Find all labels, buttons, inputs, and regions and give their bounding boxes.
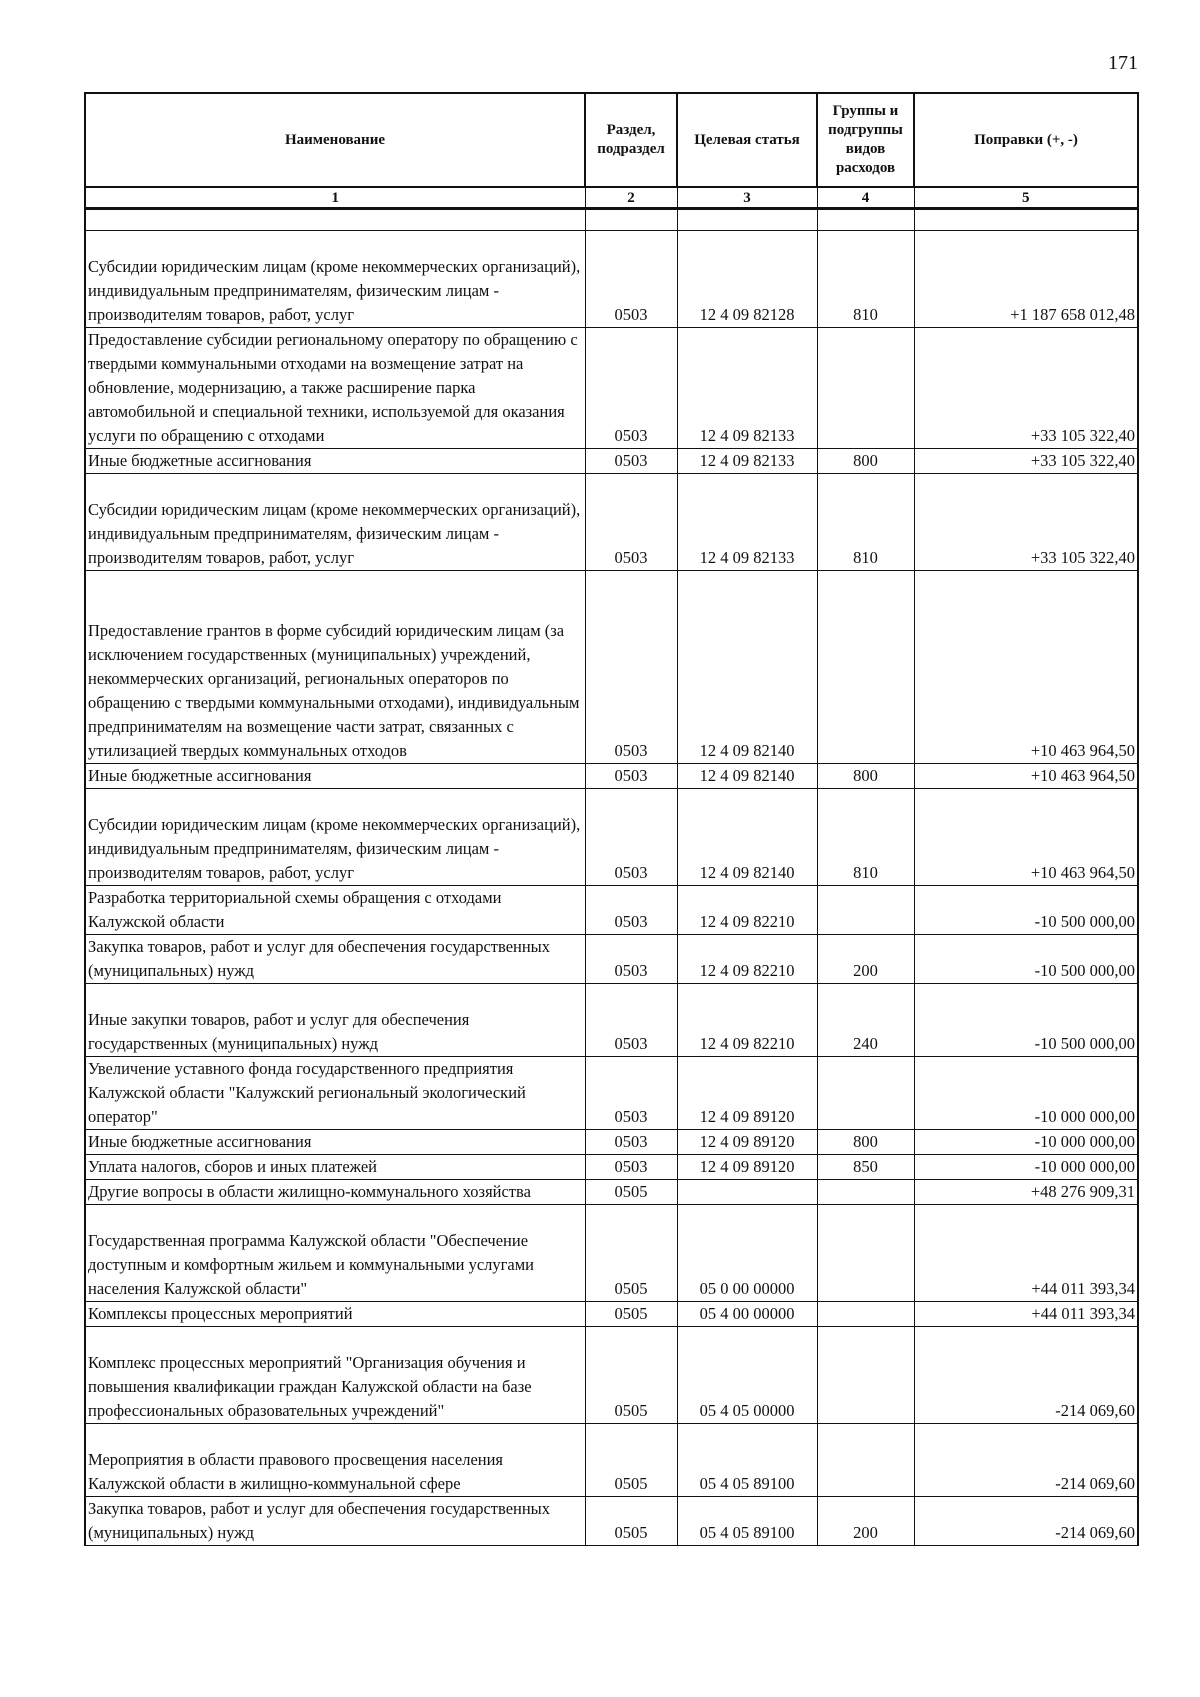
row-expense-group xyxy=(817,571,914,764)
table-body xyxy=(85,209,1138,1546)
row-expense-group xyxy=(817,1302,914,1327)
row-target-article: 12 4 09 82140 xyxy=(677,789,817,886)
row-amount: -214 069,60 xyxy=(914,1424,1138,1497)
row-target-article: 05 4 05 89100 xyxy=(677,1497,817,1546)
row-section: 0503 xyxy=(585,571,677,764)
row-target-article: 05 4 05 00000 xyxy=(677,1327,817,1424)
row-name: Мероприятия в области правового просвещения населения Калужской области в жилищно-коммунальной сфере xyxy=(85,1424,585,1497)
column-number: 4 xyxy=(817,187,914,209)
row-name: Закупка товаров, работ и услуг для обеспечения государственных (муниципальных) нужд xyxy=(85,935,585,984)
row-name: Другие вопросы в области жилищно-коммунального хозяйства xyxy=(85,1180,585,1205)
row-name: Предоставление грантов в форме субсидий юридическим лицам (за исключением государственных (муниципальных) учреждений, некоммерческих организаций, региональных операторов по обращению с твердыми коммунальными отходами), индивидуальным предпринимателям на возмещение части затрат, связанных с утилизацией твердых коммунальных отходов xyxy=(85,571,585,764)
table-row xyxy=(85,231,1138,328)
row-amount: +1 187 658 012,48 xyxy=(914,231,1138,328)
row-section: 0503 xyxy=(585,764,677,789)
row-target-article: 12 4 09 82140 xyxy=(677,571,817,764)
row-section: 0505 xyxy=(585,1327,677,1424)
table-row xyxy=(85,449,1138,474)
row-amount: -10 500 000,00 xyxy=(914,984,1138,1057)
table-row xyxy=(85,1180,1138,1205)
table-row xyxy=(85,474,1138,571)
row-expense-group xyxy=(817,1057,914,1130)
row-amount: +10 463 964,50 xyxy=(914,571,1138,764)
row-amount: -10 500 000,00 xyxy=(914,935,1138,984)
row-section: 0503 xyxy=(585,1130,677,1155)
row-expense-group: 200 xyxy=(817,935,914,984)
row-target-article: 05 4 00 00000 xyxy=(677,1302,817,1327)
row-expense-group: 850 xyxy=(817,1155,914,1180)
row-name: Увеличение уставного фонда государственного предприятия Калужской области "Калужский региональный экологический оператор" xyxy=(85,1057,585,1130)
header-name: Наименование xyxy=(85,93,585,187)
row-name: Субсидии юридическим лицам (кроме некоммерческих организаций), индивидуальным предпринимателям, физическим лицам - производителям товаров, работ, услуг xyxy=(85,231,585,328)
row-amount: -10 000 000,00 xyxy=(914,1130,1138,1155)
row-name: Иные бюджетные ассигнования xyxy=(85,449,585,474)
table-row xyxy=(85,1130,1138,1155)
row-target-article: 12 4 09 82140 xyxy=(677,764,817,789)
page-number: 171 xyxy=(1108,52,1138,74)
row-target-article: 12 4 09 82128 xyxy=(677,231,817,328)
row-expense-group xyxy=(817,1424,914,1497)
column-number: 2 xyxy=(585,187,677,209)
row-name: Комплекс процессных мероприятий "Организация обучения и повышения квалификации граждан Калужской области на базе профессиональных образовательных учреждений" xyxy=(85,1327,585,1424)
row-amount: -10 000 000,00 xyxy=(914,1155,1138,1180)
row-name: Иные бюджетные ассигнования xyxy=(85,764,585,789)
row-target-article: 12 4 09 82133 xyxy=(677,449,817,474)
row-section: 0503 xyxy=(585,886,677,935)
row-target-article xyxy=(677,1180,817,1205)
row-amount: -214 069,60 xyxy=(914,1497,1138,1546)
row-section: 0505 xyxy=(585,1180,677,1205)
row-section: 0505 xyxy=(585,1424,677,1497)
row-target-article: 12 4 09 82210 xyxy=(677,886,817,935)
row-section: 0503 xyxy=(585,449,677,474)
table-row xyxy=(85,571,1138,764)
row-section: 0503 xyxy=(585,935,677,984)
row-expense-group: 800 xyxy=(817,764,914,789)
table-row xyxy=(85,764,1138,789)
row-section: 0505 xyxy=(585,1302,677,1327)
row-expense-group xyxy=(817,1327,914,1424)
row-name: Закупка товаров, работ и услуг для обеспечения государственных (муниципальных) нужд xyxy=(85,1497,585,1546)
row-expense-group: 240 xyxy=(817,984,914,1057)
row-amount: +44 011 393,34 xyxy=(914,1205,1138,1302)
header-target-article: Целевая статья xyxy=(677,93,817,187)
row-amount: -214 069,60 xyxy=(914,1327,1138,1424)
row-target-article: 12 4 09 89120 xyxy=(677,1155,817,1180)
row-expense-group: 200 xyxy=(817,1497,914,1546)
table-row xyxy=(85,935,1138,984)
table-row xyxy=(85,789,1138,886)
row-expense-group xyxy=(817,1180,914,1205)
row-name: Комплексы процессных мероприятий xyxy=(85,1302,585,1327)
table-row xyxy=(85,1057,1138,1130)
row-target-article: 05 4 05 89100 xyxy=(677,1424,817,1497)
table-row xyxy=(85,1424,1138,1497)
row-name: Предоставление субсидии региональному оператору по обращению с твердыми коммунальными отходами на возмещение затрат на обновление, модернизацию, а также расширение парка автомобильной и специальной техники, используемой для оказания услуги по обращению с отходами xyxy=(85,328,585,449)
row-amount: +33 105 322,40 xyxy=(914,328,1138,449)
header-row xyxy=(85,93,1138,187)
table-row xyxy=(85,328,1138,449)
budget-amendments-table xyxy=(84,92,1139,1546)
row-expense-group: 800 xyxy=(817,1130,914,1155)
row-section: 0503 xyxy=(585,474,677,571)
row-amount: +44 011 393,34 xyxy=(914,1302,1138,1327)
row-amount: -10 000 000,00 xyxy=(914,1057,1138,1130)
row-name: Разработка территориальной схемы обращения с отходами Калужской области xyxy=(85,886,585,935)
table-row xyxy=(85,1327,1138,1424)
row-amount: +48 276 909,31 xyxy=(914,1180,1138,1205)
row-target-article: 12 4 09 82210 xyxy=(677,984,817,1057)
header-expense-group: Группы и подгруппы видов расходов xyxy=(817,93,914,187)
row-amount: +10 463 964,50 xyxy=(914,764,1138,789)
row-name: Субсидии юридическим лицам (кроме некоммерческих организаций), индивидуальным предпринимателям, физическим лицам - производителям товаров, работ, услуг xyxy=(85,789,585,886)
row-expense-group: 810 xyxy=(817,789,914,886)
row-expense-group xyxy=(817,1205,914,1302)
row-name: Иные бюджетные ассигнования xyxy=(85,1130,585,1155)
row-expense-group: 810 xyxy=(817,231,914,328)
row-name: Уплата налогов, сборов и иных платежей xyxy=(85,1155,585,1180)
table-row xyxy=(85,1205,1138,1302)
header-amendments: Поправки (+, -) xyxy=(914,93,1138,187)
row-amount: -10 500 000,00 xyxy=(914,886,1138,935)
column-number: 1 xyxy=(85,187,585,209)
header-section: Раздел, подраздел xyxy=(585,93,677,187)
row-name: Иные закупки товаров, работ и услуг для обеспечения государственных (муниципальных) нужд xyxy=(85,984,585,1057)
column-number: 5 xyxy=(914,187,1138,209)
column-number-row xyxy=(85,187,1138,209)
row-section: 0505 xyxy=(585,1205,677,1302)
row-target-article: 12 4 09 89120 xyxy=(677,1057,817,1130)
row-amount: +33 105 322,40 xyxy=(914,449,1138,474)
row-amount: +33 105 322,40 xyxy=(914,474,1138,571)
table-row xyxy=(85,886,1138,935)
row-expense-group xyxy=(817,886,914,935)
row-section: 0503 xyxy=(585,1057,677,1130)
row-expense-group xyxy=(817,328,914,449)
table-row xyxy=(85,984,1138,1057)
row-expense-group: 800 xyxy=(817,449,914,474)
row-amount: +10 463 964,50 xyxy=(914,789,1138,886)
table-row xyxy=(85,1497,1138,1546)
row-section: 0503 xyxy=(585,231,677,328)
row-section: 0503 xyxy=(585,328,677,449)
row-section: 0503 xyxy=(585,984,677,1057)
row-section: 0503 xyxy=(585,789,677,886)
row-target-article: 05 0 00 00000 xyxy=(677,1205,817,1302)
row-section: 0503 xyxy=(585,1155,677,1180)
row-section: 0505 xyxy=(585,1497,677,1546)
spacer-row xyxy=(85,209,1138,231)
row-target-article: 12 4 09 82133 xyxy=(677,328,817,449)
table-row xyxy=(85,1155,1138,1180)
column-number: 3 xyxy=(677,187,817,209)
row-name: Государственная программа Калужской области "Обеспечение доступным и комфортным жильем и коммунальными услугами населения Калужской области" xyxy=(85,1205,585,1302)
row-target-article: 12 4 09 89120 xyxy=(677,1130,817,1155)
table-row xyxy=(85,1302,1138,1327)
row-name: Субсидии юридическим лицам (кроме некоммерческих организаций), индивидуальным предпринимателям, физическим лицам - производителям товаров, работ, услуг xyxy=(85,474,585,571)
row-target-article: 12 4 09 82133 xyxy=(677,474,817,571)
row-target-article: 12 4 09 82210 xyxy=(677,935,817,984)
row-expense-group: 810 xyxy=(817,474,914,571)
